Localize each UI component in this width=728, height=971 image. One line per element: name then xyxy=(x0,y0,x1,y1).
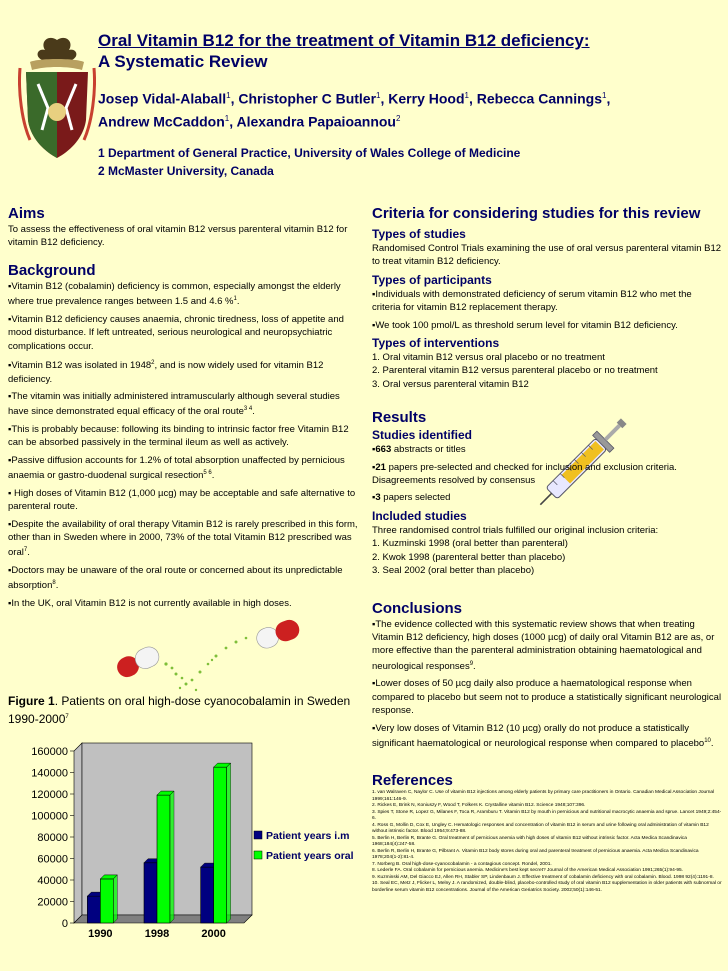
capsules-illustration xyxy=(96,598,316,698)
background-item-text: ▪This is probably because: following its binding to intrinsic factor free Vitamin B12 can be absorbed passively in the terminal ileum as well as actively. xyxy=(8,423,349,449)
reference-item: 10. Seal EC, Metz J, Flicker L, Melny J. A randomized, double-blind, placebo-controlled study of oral vitamin B12 supplementation in older patients with subnormal or borderline serum vitamin B12 concentrations. Journal of the American Geriatrics Society. 2002;50(1):146-51. xyxy=(372,881,722,893)
background-item xyxy=(8,280,360,309)
author-affiliation-mark: 1 xyxy=(224,113,230,123)
bar xyxy=(214,767,227,923)
background-item-text: ▪Passive diffusion accounts for 1.2% of total absorption unaffected by pernicious anaemia or gastro-duodenal surgical resection xyxy=(8,454,345,482)
figure-caption-ref: 7 xyxy=(65,714,69,720)
background-item-text: ▪Vitamin B12 (cobalamin) deficiency is common, especially amongst the elderly where true prevalence ranges between 1.5 and 4.6 % xyxy=(8,280,341,308)
conclusion-item xyxy=(372,722,722,751)
y-tick-label: 100000 xyxy=(31,810,68,823)
bar-side xyxy=(113,875,117,923)
background-item-ref: 5 6 xyxy=(203,470,212,477)
reference-item: 6. Berlin R, Berlin H, Brante G, Pilbrant A. Vitamin B12 body stores during oral and parenteral treatment of pernicious anaemia. Acta Medica Scandinavica 1978;204(1-2):81-4. xyxy=(372,848,699,861)
identified-text: abstracts or titles xyxy=(391,444,466,456)
affiliations xyxy=(98,144,718,180)
affiliation-2: 2 McMaster University, Canada xyxy=(98,164,274,179)
results-heading: Results xyxy=(372,409,427,427)
identified-item xyxy=(372,491,722,504)
conclusion-item-ref: 10 xyxy=(704,737,711,744)
legend-swatch xyxy=(254,851,262,859)
identified-text: papers pre-selected and checked for inclusion and exclusion criteria. Disagreements resolved by consensus xyxy=(372,461,677,487)
identified-bullet: ▪ xyxy=(372,461,376,473)
bar-chart xyxy=(8,737,360,963)
participant-item: ▪We took 100 pmol/L as threshold serum level for vitamin B12 deficiency. xyxy=(372,319,678,331)
conclusion-item-tail: . xyxy=(710,738,714,750)
included-item: 3. Seal 2002 (oral better than placebo) xyxy=(372,565,535,577)
author-name: Josep Vidal-Alaball xyxy=(98,90,227,107)
conclusion-item-tail: . xyxy=(473,660,476,672)
conclusion-item-text: ▪Very low doses of Vitamin B12 (10 µcg) orally do not produce a statistically significant haematological or neurological response when compared to placebo xyxy=(372,722,705,750)
background-item-text: ▪ High doses of Vitamin B12 (1,000 µcg) may be acceptable and safe alternative to parenteral route. xyxy=(8,487,356,513)
identified-item xyxy=(372,461,722,488)
background-item-text: ▪In the UK, oral Vitamin B12 is not currently available in high doses. xyxy=(8,597,292,609)
background-item xyxy=(8,313,360,353)
y-tick-label: 0 xyxy=(61,918,68,930)
identified-count: 663 xyxy=(375,444,392,456)
figure-caption xyxy=(8,693,358,727)
bar xyxy=(201,867,214,923)
author-affiliation-mark: 1 xyxy=(602,91,607,100)
figure-caption-text: . Patients on oral high-dose cyanocobalamin in Sweden 1990-2000 xyxy=(8,694,351,726)
types-of-studies-text: Randomised Control Trials examining the use of oral versus parenteral vitamin B12 to treat vitamin B12 deficiency. xyxy=(372,243,722,268)
conclusion-item xyxy=(372,677,722,717)
left-column xyxy=(8,205,360,610)
reference-item: 8. Lederle FA. Oral cobalamin for pernicious anemia. Medicine's best kept secret? Journal of the American Medical Association 1991;265(1):94-95. xyxy=(372,868,684,874)
included-item: 2. Kwok 1998 (parenteral better than placebo) xyxy=(372,551,566,563)
background-list xyxy=(8,280,360,610)
right-column xyxy=(372,205,722,894)
y-tick-label: 160000 xyxy=(31,746,68,758)
identified-bullet: ▪ xyxy=(372,444,376,456)
y-tick-label: 80000 xyxy=(37,832,68,844)
background-item xyxy=(8,487,360,514)
author-name: Christopher C Butler xyxy=(238,90,377,107)
reference-item: 9. Kuzminski AM, Del Giacco EJ, Allen RH, Stabler SP, Lindenbaum J. Effective treatment of cobalamin deficiency with oral cobalamin. Blood. 1998 92(4):1191-8. xyxy=(372,874,714,880)
background-item-ref: 2 xyxy=(151,360,155,366)
poster-title xyxy=(98,30,718,72)
conclusion-item-ref: 9 xyxy=(469,660,474,667)
title-line-1: Oral Vitamin B12 for the treatment of Vitamin B12 deficiency: xyxy=(98,31,590,50)
background-item xyxy=(8,423,360,450)
background-item-ref: 7 xyxy=(23,547,28,554)
author-name: Rebecca Cannings xyxy=(476,90,603,107)
author-separator: , xyxy=(606,90,611,107)
bar xyxy=(157,795,170,923)
x-tick-label: 1990 xyxy=(88,928,113,940)
author-separator: , xyxy=(229,113,237,130)
bar xyxy=(100,879,113,923)
x-tick-label: 2000 xyxy=(201,928,226,940)
author-name: Alexandra Papaioannou xyxy=(236,113,396,130)
bar-side xyxy=(170,791,174,923)
aims-heading: Aims xyxy=(8,205,45,222)
background-item-text: ▪Vitamin B12 was isolated in 1948 xyxy=(8,360,152,372)
background-item-tail: . xyxy=(55,580,59,592)
bar-side xyxy=(227,763,231,923)
background-item-text: ▪Doctors may be unaware of the oral route or concerned about its unpredictable absorption xyxy=(8,564,343,592)
author-affiliation-mark: 1 xyxy=(464,91,469,100)
legend-label: Patient years oral xyxy=(266,850,354,862)
aims-text: To assess the effectiveness of oral vitamin B12 versus parenteral vitamin B12 for vitamin B12 deficiency. xyxy=(8,224,348,249)
background-item-text: ▪Vitamin B12 deficiency causes anaemia, chronic tiredness, loss of appetite and mood disturbance. If left untreated, serious neurological and neuropsychiatric complications occur. xyxy=(8,313,344,352)
y-tick-label: 60000 xyxy=(37,853,68,866)
studies-identified-list xyxy=(372,443,722,505)
background-item-tail: . xyxy=(236,296,240,308)
author-separator: , xyxy=(468,90,477,107)
references-list xyxy=(372,790,722,894)
background-item-tail: . xyxy=(27,547,30,559)
conclusion-item xyxy=(372,618,722,674)
reference-item: 3. Spies T, Stone R, Lopez G, Milanes F, Toca R, Aramburu T. Vitamin B12 by mouth in pernicious and nutritional macrocytic anaemia and sprue. Lancet 1949;2:454-6. xyxy=(372,809,722,822)
author-affiliation-mark: 1 xyxy=(226,91,231,100)
types-of-interventions-heading: Types of interventions xyxy=(372,336,500,351)
identified-text: papers selected xyxy=(380,492,451,504)
bar-chart-svg xyxy=(8,737,360,963)
author-name: Andrew McCaddon xyxy=(98,113,225,130)
author-name: Kerry Hood xyxy=(388,90,465,107)
y-tick-label: 20000 xyxy=(37,896,68,909)
identified-bullet: ▪ xyxy=(372,492,376,504)
author-separator: , xyxy=(380,90,389,107)
chart-side-wall xyxy=(74,743,82,923)
bar xyxy=(144,863,157,923)
background-item xyxy=(8,390,360,419)
conclusions-list xyxy=(372,618,722,751)
x-tick-label: 1998 xyxy=(144,928,170,940)
background-item-ref: 8 xyxy=(52,580,56,587)
included-item: Three randomised control trials fulfilled our original inclusion criteria: xyxy=(372,524,659,536)
y-tick-label: 120000 xyxy=(31,789,68,801)
reference-item: 1. van Walraven C, Naylor C. Use of vitamin B12 injections among elderly patients by primary care practitioners in Ontario. Canadian Medical Association Journal 1999;161:146-9. xyxy=(372,790,715,802)
y-tick-label: 40000 xyxy=(37,875,68,887)
author-separator: , xyxy=(230,90,239,107)
legend-label: Patient years i.m xyxy=(266,830,350,842)
intervention-item: 2. Parenteral vitamin B12 versus parenteral placebo or no treatment xyxy=(372,365,658,377)
reference-item: 7. Norberg B. Oral high-dose-cyanocobalamin - a contagious concept. Rondel, 2001. xyxy=(372,861,552,867)
background-heading: Background xyxy=(8,261,96,279)
studies-identified-heading: Studies identified xyxy=(372,428,473,443)
figure-label: Figure 1 xyxy=(8,694,55,708)
conclusion-item-text: ▪Lower doses of 50 µcg daily also produce a haematological response when compared to placebo but seem not to produce a statistically significant neurological response. xyxy=(372,678,722,717)
y-tick-label: 140000 xyxy=(31,767,68,780)
author-list xyxy=(98,86,718,131)
intervention-item: 3. Oral versus parenteral vitamin B12 xyxy=(372,378,529,390)
included-item: 1. Kuzminski 1998 (oral better than parenteral) xyxy=(372,538,568,550)
background-item-text: ▪Despite the availability of oral therapy Vitamin B12 is rarely prescribed in this form, other than in Sweden where in 2000, 73% of the total Vitamin B12 prescribed was oral xyxy=(8,518,358,559)
included-studies-heading: Included studies xyxy=(372,508,467,523)
participant-item: ▪Individuals with demonstrated deficiency of serum vitamin B12 who met the criteria for vitamin B12 replacement therapy. xyxy=(372,288,692,314)
references-heading: References xyxy=(372,772,453,790)
identified-count: 21 xyxy=(375,461,386,473)
poster-header xyxy=(98,30,718,180)
background-item-ref: 3 4 xyxy=(243,406,253,413)
background-item xyxy=(8,518,360,560)
criteria-heading: Criteria for considering studies for this review xyxy=(372,205,701,222)
conclusion-item-text: ▪The evidence collected with this systematic review shows that when treating Vitamin B12 deficiency, high doses (1000 µcg) of daily oral Vitamin B12 are as, or more effective than the parenteral administration obtaining haematological and neurological responses xyxy=(372,618,715,672)
background-item xyxy=(8,454,360,483)
reference-item: 2. Rickes E, Brink N, Koniuszy F, Wood T, Folkers K. Crystalline vitamin B12. Science 1948;107:396. xyxy=(372,803,586,809)
background-item-tail: . xyxy=(252,406,255,418)
affiliation-1: 1 Department of General Practice, University of Wales College of Medicine xyxy=(98,146,521,161)
types-of-studies-heading: Types of studies xyxy=(372,227,466,241)
bar xyxy=(87,896,100,923)
author-affiliation-mark: 2 xyxy=(395,113,401,123)
background-item-tail: . xyxy=(211,470,215,482)
conclusions-heading: Conclusions xyxy=(372,599,463,617)
types-of-participants-heading: Types of participants xyxy=(372,272,492,287)
reference-item: 4. Ross G, Mollin D, Cox E, Ungley C. Hematologic responses and concentration of vitamin B12 in serum and urine following oral administration of vitamin B12 without intrinsic factor. Blood 1954;9:473-88. xyxy=(372,822,709,835)
background-item xyxy=(8,564,360,593)
reference-item: 5. Berlin H, Berlin R, Brante G. Oral treatment of pernicious anemia with high doses of vitamin B12 without intrinsic factor. Acta Medica Scandinavica 1968;184(4):247-58. xyxy=(372,835,687,848)
university-crest-logo xyxy=(18,12,96,162)
intervention-item: 1. Oral vitamin B12 versus oral placebo or no treatment xyxy=(372,352,605,364)
author-affiliation-mark: 1 xyxy=(376,91,381,100)
background-item-tail: , and is now widely used for vitamin B12 deficiency. xyxy=(8,360,324,385)
title-line-2: A Systematic Review xyxy=(98,52,268,71)
background-item xyxy=(8,357,360,386)
background-item-ref: 1 xyxy=(233,296,237,303)
identified-count: 3 xyxy=(375,492,381,504)
identified-item xyxy=(372,443,722,456)
background-item-text: ▪The vitamin was initially administered intramuscularly although several studies have since demonstrated equal efficacy of the oral route xyxy=(8,390,340,418)
legend-swatch xyxy=(254,831,262,839)
